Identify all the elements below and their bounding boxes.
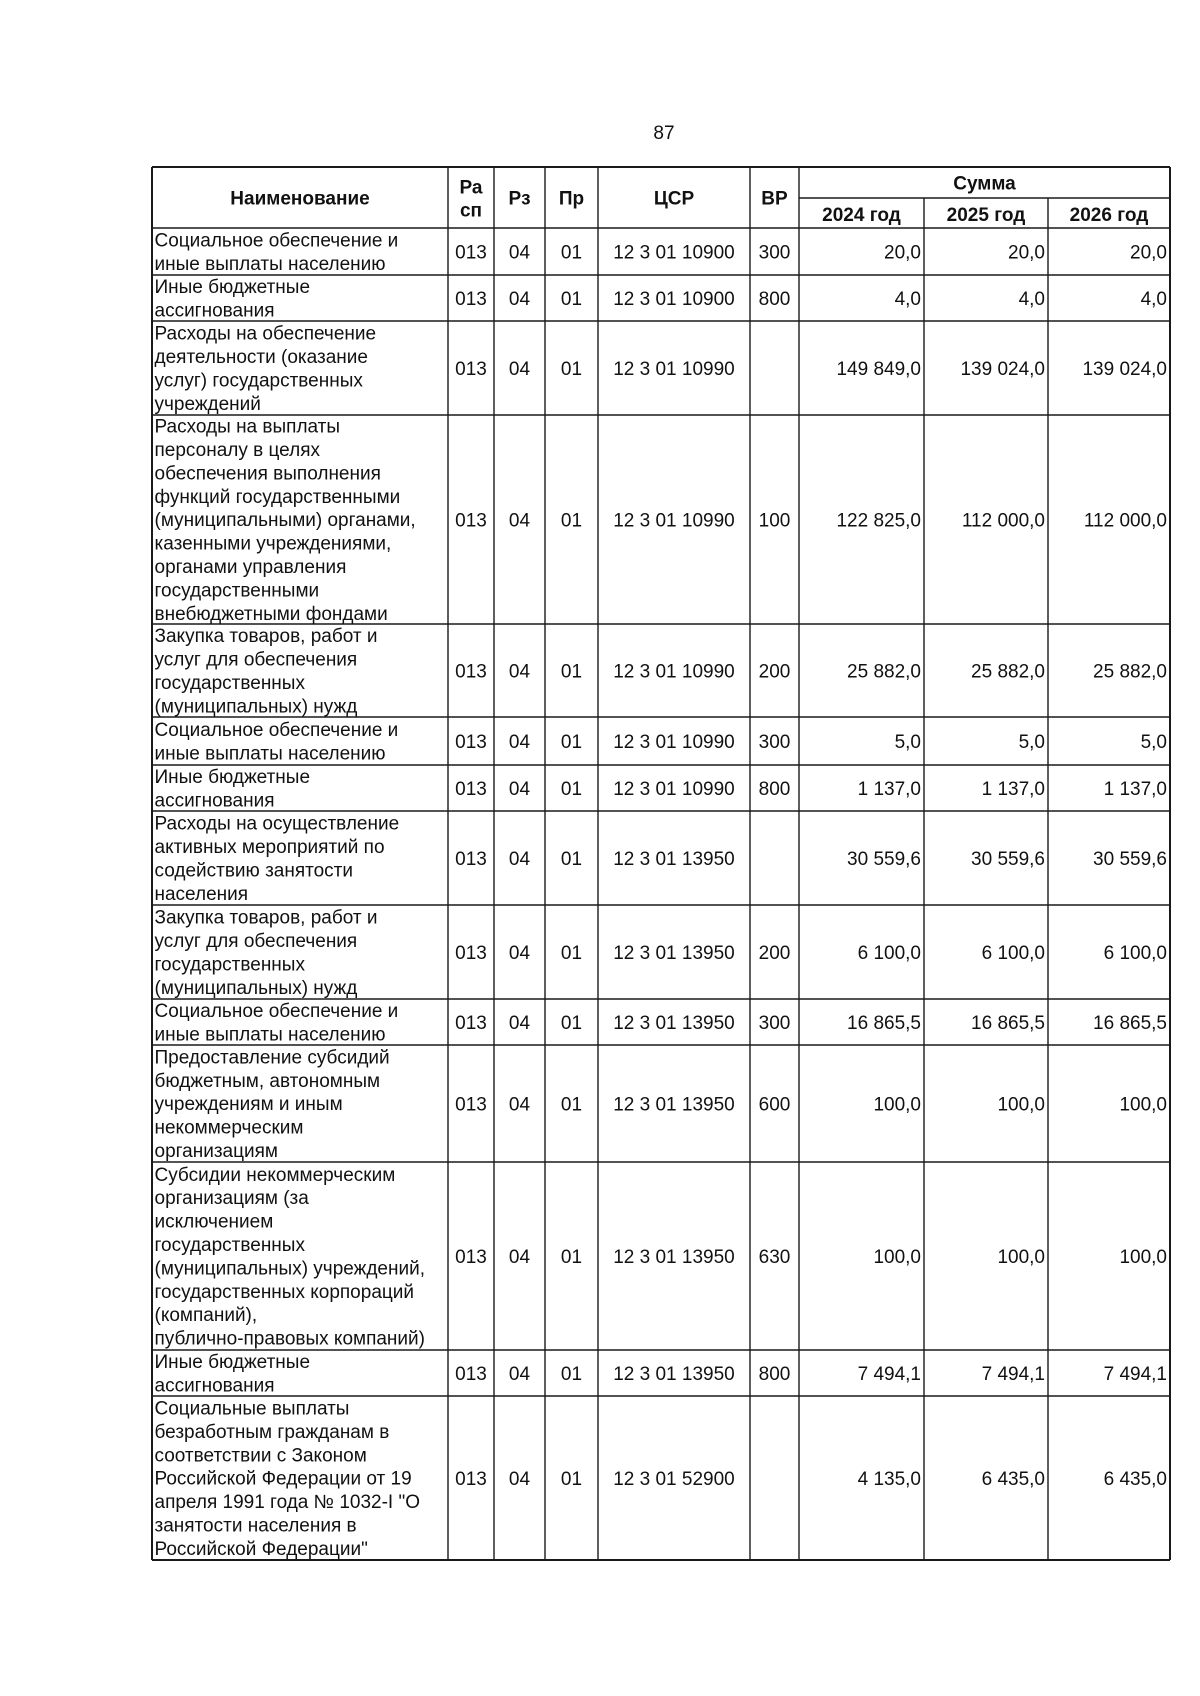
row-rasp: 013	[455, 1364, 487, 1385]
row-rz: 04	[508, 242, 531, 264]
row-name-line: населения	[154, 883, 249, 905]
row-sum-2026: 20,0	[1130, 242, 1167, 264]
row-name-line: организациям (за	[154, 1188, 309, 1210]
row-name-line: активных мероприятий по	[154, 837, 385, 858]
column-header-year: 2025 год	[946, 205, 1026, 226]
row-sum-2026: 30 559,6	[1093, 849, 1167, 870]
row-sum-2026: 4,0	[1140, 289, 1167, 310]
row-name-line: казенными учреждениями,	[154, 533, 392, 555]
row-sum-2025: 139 024,0	[960, 359, 1045, 380]
row-csr: 12 3 01 52900	[613, 1469, 735, 1490]
row-csr: 12 3 01 13950	[613, 849, 735, 870]
row-name-line: Иные бюджетные	[154, 1352, 311, 1373]
row-name-line: государственных корпораций	[154, 1281, 414, 1303]
row-csr: 12 3 01 13950	[613, 1364, 735, 1385]
row-name-line: государственных	[154, 1235, 305, 1256]
row-rz: 04	[508, 1094, 531, 1116]
row-name-line: исключением	[154, 1211, 274, 1233]
column-header-name: Наименование	[230, 188, 370, 210]
row-sum-2025: 4,0	[1018, 289, 1045, 310]
row-rz: 04	[508, 359, 531, 380]
row-name-line: иные выплаты населению	[154, 253, 386, 275]
row-sum-2025: 25 882,0	[971, 661, 1045, 683]
row-vr: 300	[758, 732, 791, 753]
row-pr: 01	[560, 1094, 583, 1116]
row-name-line: Закупка товаров, работ и	[154, 907, 378, 929]
row-vr: 300	[758, 242, 791, 264]
row-name-line: Субсидии некоммерческим	[154, 1164, 396, 1186]
column-header-year: 2024 год	[822, 205, 901, 226]
row-rz: 04	[508, 779, 531, 800]
row-csr: 12 3 01 10990	[613, 359, 735, 380]
row-sum-2025: 7 494,1	[981, 1364, 1045, 1385]
row-sum-2025: 6 435,0	[981, 1469, 1045, 1490]
row-name-line: Иные бюджетные	[154, 767, 311, 788]
row-pr: 01	[560, 359, 583, 380]
row-pr: 01	[560, 1247, 583, 1268]
row-sum-2024: 25 882,0	[847, 661, 921, 683]
row-vr: 200	[758, 943, 791, 964]
row-rasp: 013	[455, 779, 487, 800]
row-sum-2024: 149 849,0	[836, 359, 921, 380]
row-csr: 12 3 01 13950	[613, 1247, 735, 1268]
row-pr: 01	[560, 510, 583, 532]
row-name-line: деятельности (оказание	[154, 347, 368, 368]
row-name-line: иные выплаты населению	[154, 743, 386, 765]
row-sum-2024: 100,0	[873, 1094, 921, 1116]
row-name-line: (муниципальными) органами,	[154, 510, 416, 532]
row-name-line: бюджетным, автономным	[154, 1070, 381, 1092]
row-sum-2026: 6 100,0	[1103, 943, 1167, 964]
row-rasp: 013	[455, 943, 487, 964]
column-header-vr: ВР	[761, 188, 788, 210]
row-name-line: иные выплаты населению	[154, 1024, 386, 1046]
row-name-line: Закупка товаров, работ и	[154, 626, 378, 648]
row-name-line: ассигнования	[154, 790, 275, 812]
row-name-line: безработным гражданам в	[154, 1421, 390, 1443]
row-sum-2024: 16 865,5	[847, 1013, 921, 1034]
row-name-line: ассигнования	[154, 300, 275, 322]
row-rz: 04	[508, 661, 531, 683]
row-sum-2026: 112 000,0	[1083, 510, 1167, 532]
row-sum-2025: 100,0	[997, 1247, 1045, 1268]
row-name-line: Социальное обеспечение и	[154, 720, 399, 741]
row-name-line: публично-правовых компаний)	[154, 1328, 425, 1350]
row-rz: 04	[508, 510, 531, 532]
row-rasp: 013	[455, 289, 487, 310]
row-name-line: некоммерческим	[154, 1117, 304, 1139]
row-name-line: Российской Федерации"	[154, 1538, 368, 1560]
row-sum-2026: 139 024,0	[1082, 359, 1167, 380]
row-rasp: 013	[455, 1247, 487, 1268]
row-name-line: Социальное обеспечение и	[154, 1001, 399, 1022]
row-vr: 800	[758, 779, 791, 800]
row-name-line: Социальные выплаты	[154, 1398, 350, 1420]
row-sum-2026: 25 882,0	[1093, 661, 1167, 683]
row-vr: 200	[758, 661, 791, 683]
row-sum-2025: 6 100,0	[981, 943, 1045, 964]
row-pr: 01	[560, 661, 583, 683]
row-rasp: 013	[455, 661, 487, 683]
column-header-rasp: Ра	[459, 177, 483, 199]
row-name-line: Иные бюджетные	[154, 277, 311, 298]
row-sum-2026: 6 435,0	[1103, 1469, 1167, 1490]
column-header-pr: Пр	[558, 188, 585, 210]
column-header-year: 2026 год	[1069, 205, 1149, 226]
row-rz: 04	[508, 732, 531, 753]
row-sum-2025: 112 000,0	[961, 510, 1045, 532]
row-csr: 12 3 01 13950	[613, 1013, 735, 1034]
row-csr: 12 3 01 10990	[613, 779, 735, 800]
row-sum-2024: 30 559,6	[847, 849, 921, 870]
row-name-line: органами управления	[154, 557, 347, 578]
table-content	[155, 174, 1168, 1560]
row-name-line: Расходы на обеспечение	[154, 323, 377, 345]
row-rasp: 013	[455, 510, 487, 532]
row-sum-2024: 20,0	[884, 242, 921, 264]
row-sum-2026: 7 494,1	[1103, 1364, 1167, 1385]
row-sum-2024: 4,0	[894, 289, 921, 310]
row-name-line: учреждений	[154, 393, 261, 415]
row-rasp: 013	[455, 849, 487, 870]
row-csr: 12 3 01 13950	[613, 943, 735, 964]
column-header-sum: Сумма	[953, 173, 1016, 195]
row-rasp: 013	[455, 1094, 487, 1116]
row-sum-2025: 100,0	[997, 1094, 1045, 1116]
row-name-line: Предоставление субсидий	[154, 1047, 390, 1069]
row-rasp: 013	[455, 1013, 487, 1034]
row-rz: 04	[508, 943, 531, 964]
row-sum-2024: 4 135,0	[857, 1469, 921, 1490]
row-sum-2025: 5,0	[1018, 732, 1045, 753]
row-pr: 01	[560, 289, 583, 310]
row-rasp: 013	[455, 1469, 487, 1490]
row-pr: 01	[560, 849, 583, 870]
row-name-line: занятости населения в	[154, 1515, 357, 1537]
row-name-line: услуг) государственных	[154, 370, 363, 392]
row-name-line: ассигнования	[154, 1375, 275, 1397]
row-vr: 300	[758, 1013, 791, 1034]
row-pr: 01	[560, 242, 583, 264]
row-name-line: государственных	[154, 672, 305, 694]
row-sum-2024: 6 100,0	[857, 943, 921, 964]
row-pr: 01	[560, 1469, 583, 1490]
column-header-rasp: сп	[459, 200, 483, 222]
row-rz: 04	[508, 289, 531, 310]
row-name-line: Расходы на осуществление	[154, 813, 400, 835]
row-sum-2025: 16 865,5	[971, 1013, 1045, 1034]
row-pr: 01	[560, 779, 583, 800]
row-name-line: (муниципальных) нужд	[154, 696, 358, 718]
row-sum-2024: 7 494,1	[857, 1364, 921, 1385]
row-sum-2024: 5,0	[894, 732, 921, 753]
row-pr: 01	[560, 1013, 583, 1034]
row-name-line: (муниципальных) нужд	[154, 977, 358, 999]
row-name-line: соответствии с Законом	[154, 1445, 367, 1467]
row-name-line: Российской Федерации от 19	[154, 1468, 412, 1490]
row-vr: 630	[758, 1247, 791, 1268]
row-name-line: функций государственными	[154, 486, 401, 508]
row-rasp: 013	[455, 359, 487, 380]
row-sum-2026: 16 865,5	[1093, 1013, 1167, 1034]
row-sum-2026: 5,0	[1140, 732, 1167, 753]
row-name-line: (муниципальных) учреждений,	[154, 1258, 425, 1280]
row-sum-2024: 122 825,0	[836, 510, 921, 532]
row-rz: 04	[508, 1013, 531, 1034]
row-name-line: государственными	[154, 580, 320, 602]
row-sum-2025: 30 559,6	[971, 849, 1045, 870]
row-csr: 12 3 01 10900	[613, 242, 735, 264]
row-name-line: (компаний),	[154, 1305, 258, 1327]
row-rz: 04	[508, 1469, 531, 1490]
row-name-line: персоналу в целях	[154, 440, 320, 461]
row-name-line: государственных	[154, 954, 305, 976]
row-sum-2024: 1 137,0	[857, 779, 921, 800]
row-name-line: Расходы на выплаты	[154, 416, 341, 438]
row-sum-2026: 100,0	[1119, 1247, 1167, 1268]
row-name-line: внебюджетными фондами	[154, 603, 388, 625]
row-csr: 12 3 01 10900	[613, 289, 735, 310]
row-rz: 04	[508, 1364, 531, 1385]
row-vr: 100	[758, 510, 791, 532]
row-sum-2025: 20,0	[1008, 242, 1045, 264]
row-vr: 600	[758, 1094, 791, 1116]
row-pr: 01	[560, 732, 583, 753]
row-vr: 800	[758, 1364, 791, 1385]
column-header-rz: Рз	[508, 188, 531, 210]
row-rz: 04	[508, 849, 531, 870]
row-csr: 12 3 01 10990	[613, 661, 735, 683]
row-pr: 01	[560, 1364, 583, 1385]
row-sum-2026: 1 137,0	[1103, 779, 1167, 800]
column-header-csr: ЦСР	[653, 188, 695, 210]
row-pr: 01	[560, 943, 583, 964]
row-csr: 12 3 01 10990	[613, 510, 735, 532]
row-name-line: услуг для обеспечения	[154, 649, 358, 671]
row-name-line: учреждениям и иным	[154, 1094, 343, 1116]
row-rasp: 013	[455, 732, 487, 753]
row-rz: 04	[508, 1247, 531, 1268]
row-sum-2025: 1 137,0	[981, 779, 1045, 800]
row-vr: 800	[758, 289, 791, 310]
row-name-line: организациям	[154, 1141, 278, 1162]
page-number: 87	[653, 123, 675, 144]
row-csr: 12 3 01 13950	[613, 1094, 735, 1116]
row-name-line: обеспечения выполнения	[154, 463, 381, 485]
row-name-line: Социальное обеспечение и	[154, 230, 399, 252]
row-name-line: услуг для обеспечения	[154, 931, 358, 952]
row-sum-2024: 100,0	[873, 1247, 921, 1268]
row-name-line: содействию занятости	[154, 860, 353, 882]
row-csr: 12 3 01 10990	[613, 732, 735, 753]
row-name-line: апреля 1991 года № 1032-I "О	[154, 1492, 420, 1514]
row-rasp: 013	[455, 242, 487, 264]
row-sum-2026: 100,0	[1119, 1094, 1167, 1116]
